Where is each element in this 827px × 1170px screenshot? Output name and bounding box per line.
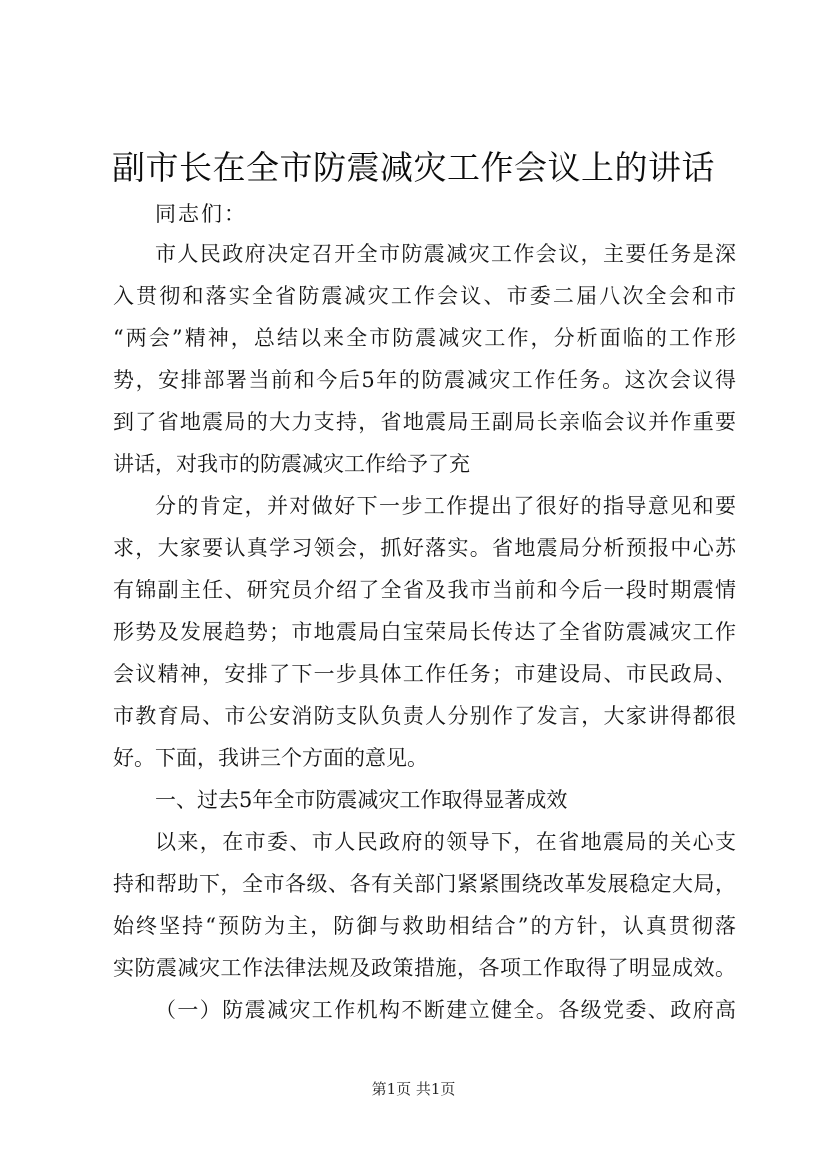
paragraph-line: 到了省地震局的大力支持，省地震局王副局长亲临会议并作重要 xyxy=(113,410,736,434)
paragraph-line: 分的肯定，并对做好下一步工作提出了很好的指导意见和要 xyxy=(155,494,736,518)
paragraph-line: 以来，在市委、市人民政府的领导下，在省地震局的关心支 xyxy=(155,830,736,854)
paragraph-line: 持和帮助下，全市各级、各有关部门紧紧围绕改革发展稳定大局， xyxy=(113,872,736,896)
section-heading: 一、过去5年全市防震减灾工作取得显著成效 xyxy=(155,788,568,812)
paragraph-line: 始终坚持“预防为主，防御与救助相结合”的方针，认真贯彻落 xyxy=(113,914,736,938)
paragraph-line: 形势及发展趋势；市地震局白宝荣局长传达了全省防震减灾工作 xyxy=(113,620,736,644)
paragraph-line: 求，大家要认真学习领会，抓好落实。省地震局分析预报中心苏 xyxy=(113,536,736,560)
paragraph-line: 会议精神，安排了下一步具体工作任务；市建设局、市民政局、 xyxy=(113,662,736,686)
paragraph-line: 好。下面，我讲三个方面的意见。 xyxy=(113,746,428,770)
paragraph-line: 有锦副主任、研究员介绍了全省及我市当前和今后一段时期震情 xyxy=(113,578,736,602)
paragraph-line: “两会”精神，总结以来全市防震减灾工作，分析面临的工作形 xyxy=(113,326,736,350)
paragraph-line: 入贯彻和落实全省防震减灾工作会议、市委二届八次全会和市 xyxy=(113,284,736,308)
paragraph-line: 市教育局、市公安消防支队负责人分别作了发言，大家讲得都很 xyxy=(113,704,736,728)
paragraph-line: 市人民政府决定召开全市防震减灾工作会议，主要任务是深 xyxy=(155,242,736,266)
page-number-footer: 第1页 共1页 xyxy=(371,1080,456,1098)
paragraph-line: 势，安排部署当前和今后5年的防震减灾工作任务。这次会议得 xyxy=(113,368,736,392)
paragraph-line: 实防震减灾工作法律法规及政策措施，各项工作取得了明显成效。 xyxy=(113,956,736,980)
greeting: 同志们： xyxy=(155,202,247,226)
paragraph-line: 讲话，对我市的防震减灾工作给予了充 xyxy=(113,452,470,476)
paragraph-line: （一）防震减灾工作机构不断建立健全。各级党委、政府高 xyxy=(155,998,736,1022)
document-title: 副市长在全市防震减灾工作会议上的讲话 xyxy=(112,148,715,187)
